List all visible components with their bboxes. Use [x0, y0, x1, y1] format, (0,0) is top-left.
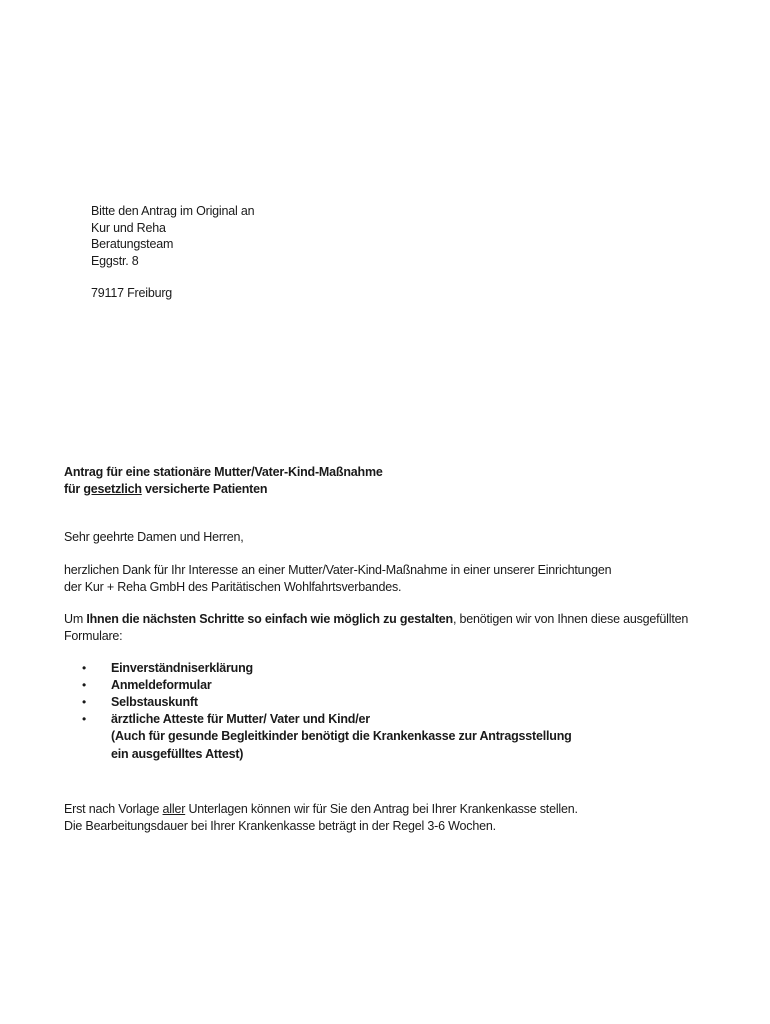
subject-suffix: versicherte Patienten [141, 481, 268, 496]
list-item-label: Anmeldeformular [111, 678, 212, 692]
processing-suffix: Unterlagen können wir für Sie den Antrag bei Ihrer Krankenkasse stellen. [185, 802, 578, 816]
paragraph-thanks-line-1: herzlichen Dank für Ihr Interesse an einer Mutter/Vater-Kind-Maßnahme in einer unserer Einrichtungen [64, 563, 612, 577]
list-item [82, 677, 572, 694]
address-company: Kur und Reha [91, 220, 166, 235]
list-item [82, 660, 572, 677]
bullet-icon: • [82, 678, 87, 692]
next-steps-prefix: Um [64, 612, 87, 626]
address-instruction: Bitte den Antrag im Original an [91, 204, 255, 218]
paragraph-processing [64, 801, 578, 834]
list-item [82, 694, 572, 711]
list-item [82, 711, 572, 728]
subject-prefix: für [64, 481, 84, 496]
next-steps-emphasis: Ihnen die nächsten Schritte so einfach wie möglich zu gestalten [86, 612, 453, 626]
paragraph-next-steps-line-1 [64, 611, 688, 628]
paragraph-next-steps [64, 611, 688, 644]
recipient-address [91, 203, 254, 302]
bullet-icon: • [82, 695, 87, 709]
salutation: Sehr geehrte Damen und Herren, [64, 530, 244, 544]
list-item-label: Selbstauskunft [111, 695, 198, 709]
subject-line-1: Antrag für eine stationäre Mutter/Vater-Kind-Maßnahme [64, 465, 383, 479]
list-note-line-1: (Auch für gesunde Begleitkinder benötigt die Krankenkasse zur Antragsstellung [111, 729, 572, 743]
list-item-label: ärztliche Atteste für Mutter/ Vater und Kind/er [111, 712, 370, 726]
address-department: Beratungsteam [91, 237, 174, 251]
processing-prefix: Erst nach Vorlage [64, 802, 163, 816]
subject-emphasis: gesetzlich [83, 481, 142, 496]
paragraph-next-steps-line-2: Formulare: [64, 628, 123, 643]
letter-subject [64, 464, 383, 497]
paragraph-processing-line-2: Die Bearbeitungsdauer bei Ihrer Krankenkasse beträgt in der Regel 3-6 Wochen. [64, 818, 496, 833]
subject-line-2 [64, 481, 383, 498]
processing-emphasis: aller [162, 802, 186, 816]
address-street: Eggstr. 8 [91, 253, 139, 268]
next-steps-suffix: , benötigen wir von Ihnen diese ausgefüllten [452, 612, 689, 626]
paragraph-thanks-line-2: der Kur + Reha GmbH des Paritätischen Wohlfahrtsverbandes. [64, 579, 402, 594]
address-spacer [91, 269, 254, 285]
address-city: 79117 Freiburg [91, 286, 173, 300]
bullet-icon: • [82, 712, 87, 726]
list-item-label: Einverständniserklärung [111, 661, 253, 675]
bullet-icon: • [82, 661, 87, 675]
list-note-line-2: ein ausgefülltes Attest) [111, 746, 244, 761]
forms-list [82, 660, 572, 763]
paragraph-thanks [64, 562, 611, 595]
paragraph-processing-line-1 [64, 801, 578, 818]
